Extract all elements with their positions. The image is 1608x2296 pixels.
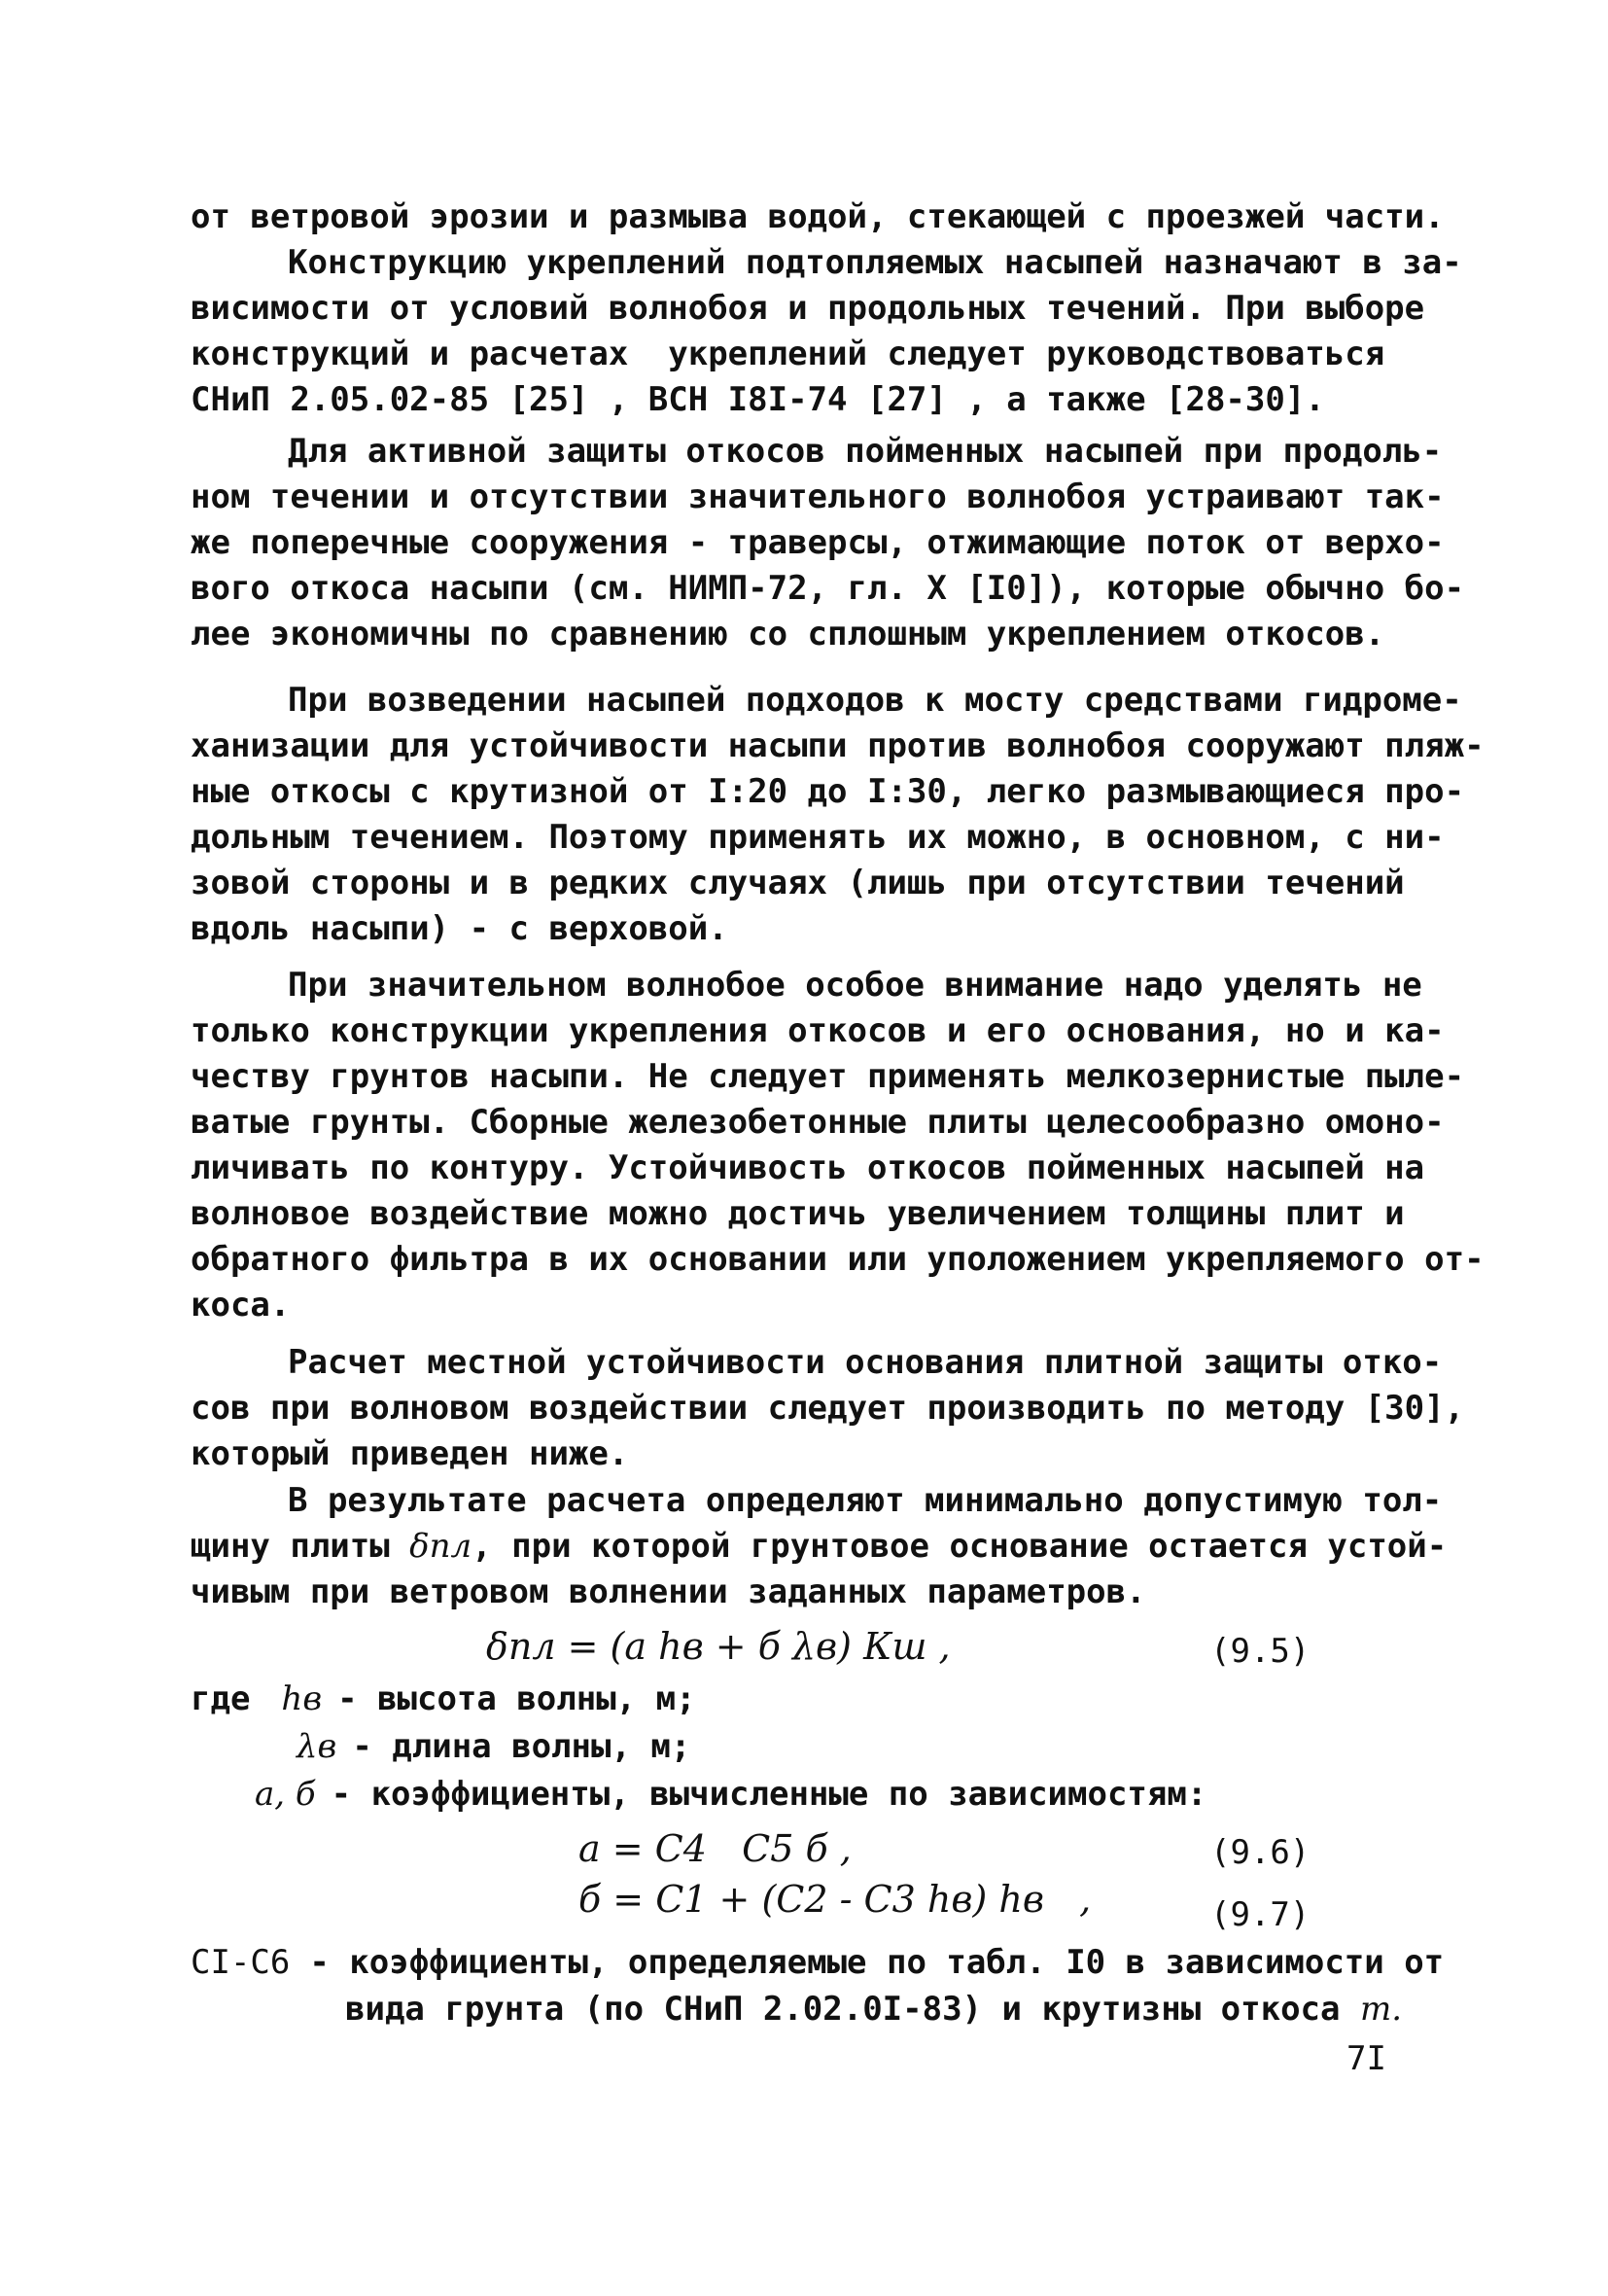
coefficients-definition-line-1 (191, 1940, 1444, 1986)
text-line: Расчет местной устойчивости основания плитной защиты отко- (288, 1343, 1443, 1382)
text-line: лее экономичны по сравнению со сплошным укреплением откосов. (191, 615, 1385, 653)
text-line: Конструкцию укреплений подтопляемых насыпей назначают в за- (288, 243, 1462, 282)
where-line-wave-length (297, 1724, 690, 1770)
text-line: вого откоса насыпи (см. НИМП-72, гл. X [I0]), которые обычно бо- (191, 569, 1465, 608)
where-line-coefficients (255, 1772, 1206, 1818)
text-line: который приведен ниже. (191, 1434, 629, 1473)
wave-length-text: - длина волны, м; (352, 1727, 691, 1766)
slope-symbol: m. (1359, 1990, 1403, 2029)
text-line: В результате расчета определяют минимально допустимую тол- (288, 1481, 1443, 1520)
text-line: же поперечные сооружения - траверсы, отжимающие поток от верхо- (191, 523, 1445, 562)
coefficients-definition-text: вида грунта (по СНиП 2.02.0I-83) и крутизны откоса (345, 1990, 1360, 2029)
where-line-wave-height (191, 1677, 696, 1722)
equation-number-9-5: (9.5) (1210, 1632, 1311, 1671)
paragraph-5 (191, 963, 1485, 1328)
text-line: от ветровой эрозии и размыва водой, стекающей с проезжей части. (191, 197, 1445, 236)
wave-height-text: - высота волны, м; (337, 1679, 696, 1718)
equation-9-5: δпл = (a hв + б λв) Кш , (486, 1625, 951, 1668)
text-line: При возведении насыпей подходов к мосту средствами гидроме- (288, 681, 1462, 720)
text-line: СНиП 2.05.02-85 [25] , ВСН I8I-74 [27] , а также [28-30]. (191, 380, 1325, 419)
text-span: щину плиты (191, 1527, 410, 1566)
wave-height-symbol: hв (281, 1679, 323, 1718)
text-line: ные откосы с крутизной от I:20 до I:30, легко размывающиеся про- (191, 772, 1465, 811)
wave-length-symbol: λв (297, 1727, 337, 1766)
paragraph-3 (191, 429, 1465, 657)
text-line: зовой стороны и в редких случаях (лишь при отсутствии течений (191, 864, 1405, 902)
coefficients-symbol: a, б (255, 1775, 316, 1814)
plate-thickness-symbol: δпл (409, 1527, 472, 1566)
coefficients-definition-line-2 (345, 1987, 1402, 2032)
equation-number-9-7: (9.7) (1210, 1895, 1311, 1934)
text-line: дольным течением. Поэтому применять их можно, в основном, с ни- (191, 818, 1445, 857)
text-line: ном течении и отсутствии значительного волнобоя устраивают так- (191, 477, 1445, 516)
paragraph-7 (191, 1478, 1448, 1615)
text-line: обратного фильтра в их основании или уположением укрепляемого от- (191, 1240, 1485, 1279)
text-line: висимости от условий волнобоя и продольных течений. При выборе (191, 289, 1425, 328)
text-line: волновое воздействие можно достичь увеличением толщины плит и (191, 1194, 1405, 1233)
text-line: личивать по контуру. Устойчивость откосов пойменных насыпей на (191, 1148, 1425, 1187)
paragraph-4 (191, 678, 1485, 952)
text-line: ханизации для устойчивости насыпи против волнобоя сооружают пляж- (191, 726, 1485, 765)
paragraph-6 (191, 1340, 1465, 1477)
text-line: сов при волновом воздействии следует производить по методу [30], (191, 1389, 1465, 1428)
coefficients-text: - коэффициенты, вычисленные по зависимостям: (331, 1775, 1207, 1814)
coefficients-range-symbol: CI-C6 (191, 1943, 291, 1982)
equation-9-7: б = C1 + (C2 - C3 hв) hв , (578, 1878, 1092, 1921)
text-line: коса. (191, 1286, 291, 1325)
text-line (191, 1524, 1448, 1570)
equation-9-6: a = C4 C5 б , (578, 1827, 852, 1870)
text-line: честву грунтов насыпи. Не следует применять мелкозернистые пыле- (191, 1057, 1465, 1096)
text-line: Для активной защиты откосов пойменных насыпей при продоль- (288, 432, 1443, 471)
where-label: где (191, 1679, 251, 1718)
text-line: чивым при ветровом волнении заданных параметров. (191, 1572, 1146, 1611)
coefficients-definition-text: - коэффициенты, определяемые по табл. I0 в зависимости от (309, 1943, 1445, 1982)
text-span: , при которой грунтовое основание остается устой- (472, 1527, 1448, 1566)
equation-number-9-6: (9.6) (1210, 1833, 1311, 1872)
paragraph-1 (191, 194, 1445, 240)
text-line: ватые грунты. Сборные железобетонные плиты целесообразно омоно- (191, 1103, 1445, 1142)
text-line: При значительном волнобое особое внимание надо уделять не (288, 966, 1422, 1005)
page-number: 7I (1346, 2039, 1386, 2078)
text-line: конструкций и расчетах укреплений следует руководствоваться (191, 335, 1385, 373)
text-line: только конструкции укрепления откосов и его основания, но и ка- (191, 1011, 1445, 1050)
text-line: вдоль насыпи) - с верховой. (191, 909, 728, 948)
paragraph-2 (191, 240, 1462, 423)
